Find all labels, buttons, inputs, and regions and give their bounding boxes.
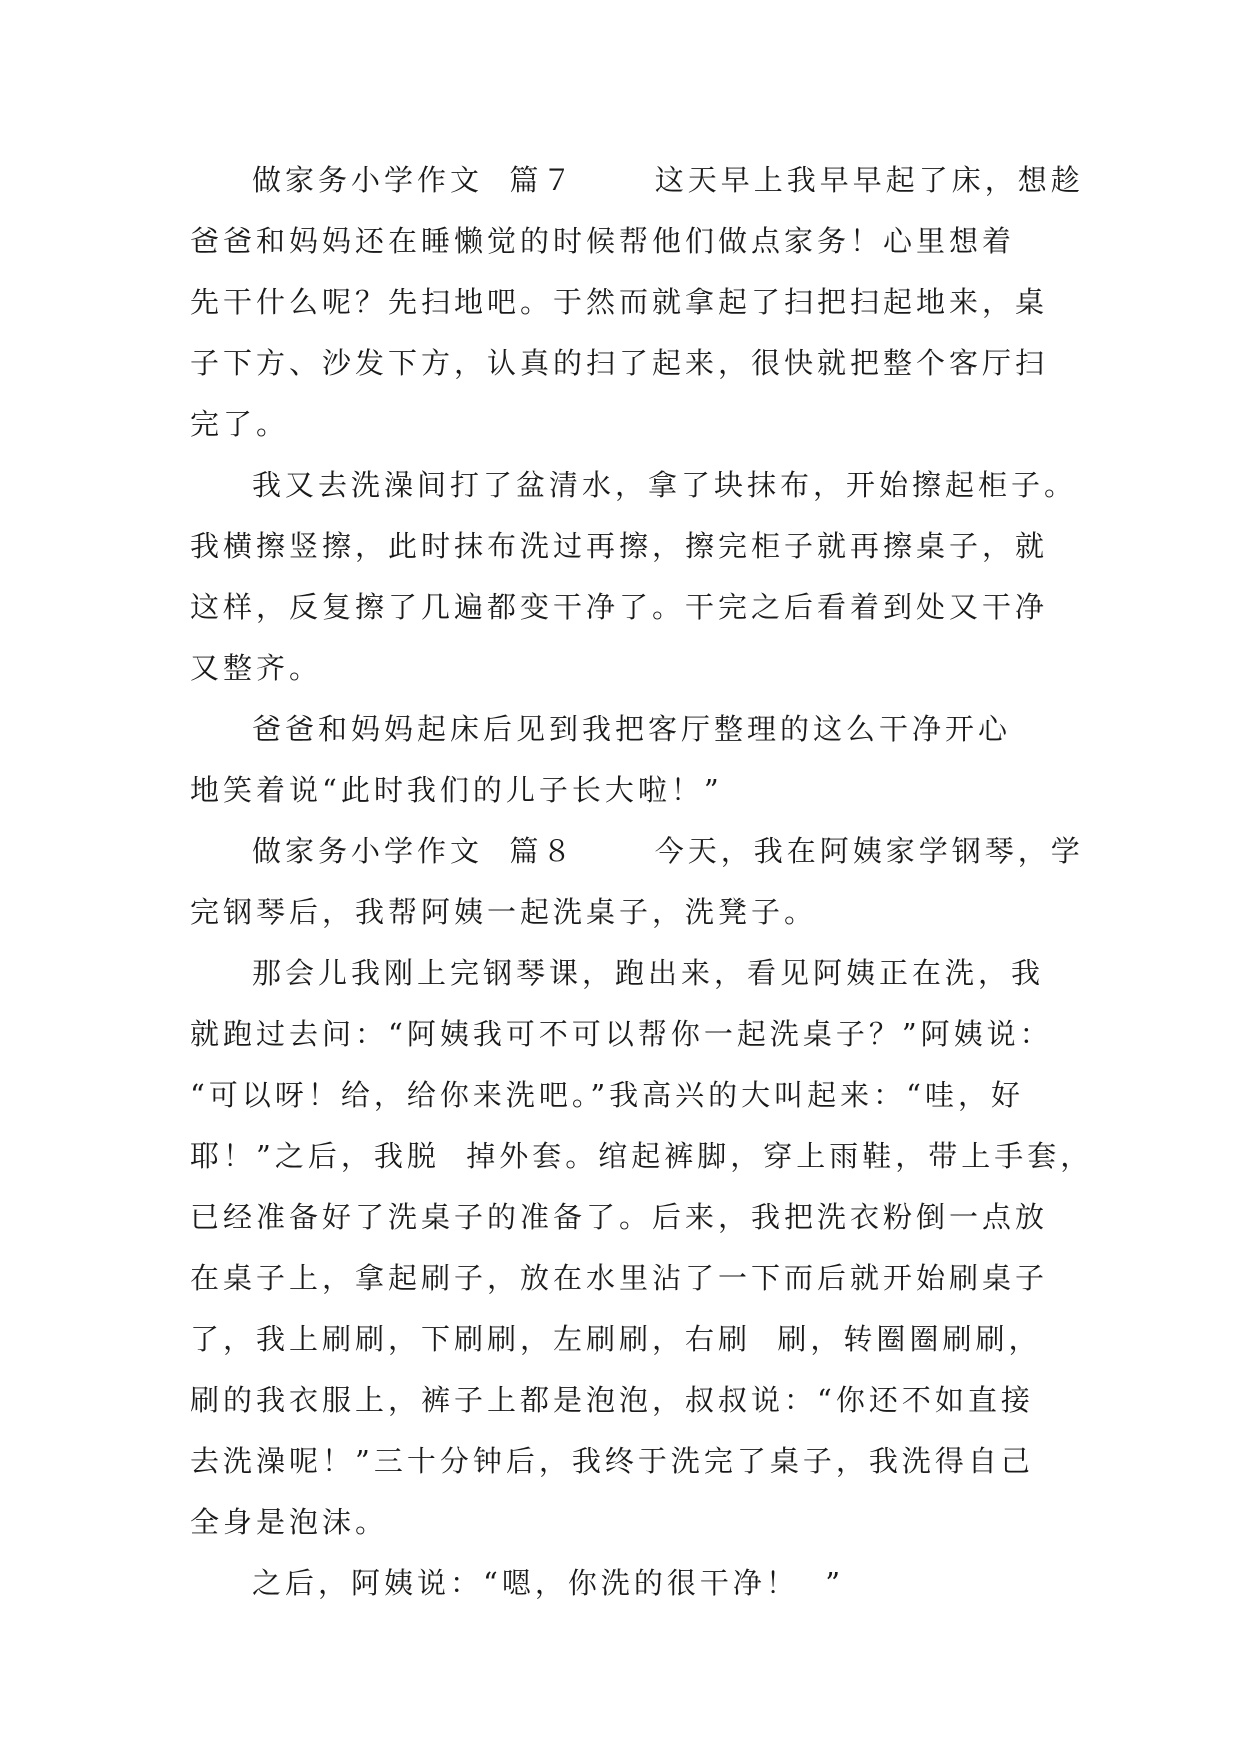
text-line: 去洗澡呢！”三十分钟后，我终于洗完了桌子，我洗得自己 <box>190 1444 1034 1478</box>
essay-heading-7: 做家务小学作文 篇７ 这天早上我早早起了床，想趁 <box>252 163 1084 197</box>
essay-body <box>190 150 1094 1614</box>
text-line: 就跑过去问：“阿姨我可不可以帮你一起洗桌子？”阿姨说： <box>190 1017 1053 1051</box>
text-line: 已经准备好了洗桌子的准备了。后来，我把洗衣粉倒一点放 <box>190 1200 1049 1234</box>
text-line: “可以呀！给，给你来洗吧。”我高兴的大叫起来：“哇，好 <box>190 1078 1024 1112</box>
text-line: 耶！”之后，我脱 掉外套。绾起裤脚，穿上雨鞋，带上手套， <box>190 1139 1094 1173</box>
text-line: 完钢琴后，我帮阿姨一起洗桌子，洗凳子。 <box>190 895 818 929</box>
text-line: 刷的我衣服上，裤子上都是泡泡，叔叔说：“你还不如直接 <box>190 1383 1034 1417</box>
paragraph-start: 爸爸和妈妈起床后见到我把客厅整理的这么干净开心 <box>252 712 1012 746</box>
essay-heading-8: 做家务小学作文 篇８ 今天，我在阿姨家学钢琴，学 <box>252 834 1084 868</box>
text-line: 在桌子上，拿起刷子，放在水里沾了一下而后就开始刷桌子 <box>190 1261 1049 1295</box>
text-line: 又整齐。 <box>190 651 323 685</box>
text-line: 了，我上刷刷，下刷刷，左刷刷，右刷 刷，转圈圈刷刷， <box>190 1322 1042 1356</box>
text-line: 爸爸和妈妈还在睡懒觉的时候帮他们做点家务！心里想着 <box>190 224 1016 258</box>
text-line: 完了。 <box>190 407 290 441</box>
text-line: 先干什么呢？先扫地吧。于然而就拿起了扫把扫起地来，桌 <box>190 285 1049 319</box>
text-line: 这样，反复擦了几遍都变干净了。干完之后看着到处又干净 <box>190 590 1049 624</box>
text-line: 我横擦竖擦，此时抹布洗过再擦，擦完柜子就再擦桌子，就 <box>190 529 1049 563</box>
text-line: 子下方、沙发下方，认真的扫了起来，很快就把整个客厅扫 <box>190 346 1049 380</box>
paragraph-start: 我又去洗澡间打了盆清水，拿了块抹布，开始擦起柜子。 <box>252 468 1078 502</box>
paragraph-start: 那会儿我刚上完钢琴课，跑出来，看见阿姨正在洗，我 <box>252 956 1045 990</box>
text-line: 地笑着说“此时我们的儿子长大啦！” <box>190 773 723 807</box>
text-line: 全身是泡沫。 <box>190 1505 389 1539</box>
paragraph-start: 之后，阿姨说：“嗯，你洗的很干净！ ” <box>252 1566 845 1600</box>
